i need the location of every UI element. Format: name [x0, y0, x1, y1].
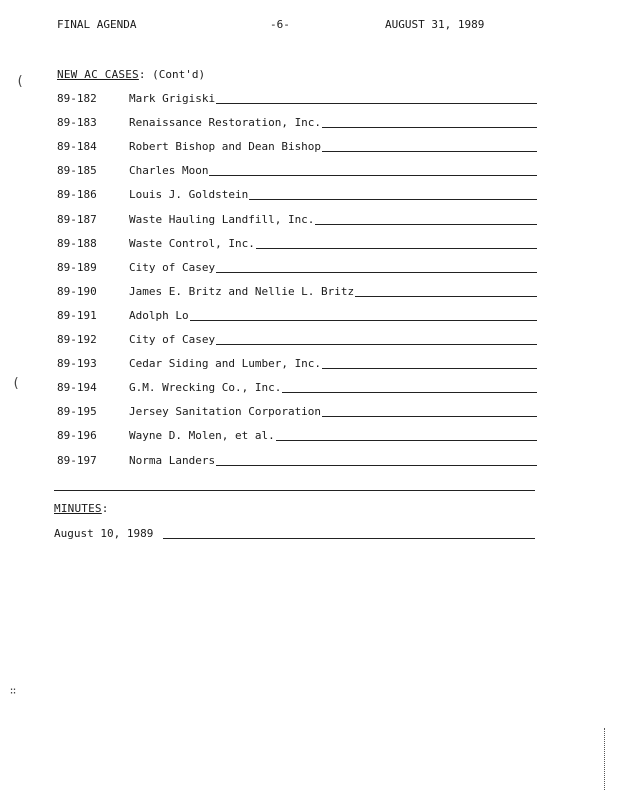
case-fill-line	[322, 127, 537, 128]
case-fill-line	[209, 175, 537, 176]
case-fill-line	[355, 296, 537, 297]
case-fill-line	[322, 368, 537, 369]
case-fill-line	[322, 151, 537, 152]
case-name: Wayne D. Molen, et al.	[129, 429, 275, 443]
case-number: 89-182	[57, 92, 97, 105]
case-number: 89-197	[57, 453, 97, 467]
case-fill-line	[249, 199, 537, 200]
case-number: 89-188	[57, 236, 97, 250]
header-title: FINAL AGENDA	[57, 18, 137, 31]
case-row	[57, 285, 537, 299]
margin-mark: ∷	[10, 686, 17, 697]
case-number: 89-191	[57, 308, 97, 322]
case-number: 89-186	[57, 188, 97, 202]
case-number: 89-183	[57, 116, 97, 130]
case-name: Renaissance Restoration, Inc.	[129, 116, 322, 130]
case-row	[57, 333, 537, 347]
case-name: Jersey Sanitation Corporation	[129, 405, 322, 419]
case-number: 89-187	[57, 212, 97, 226]
case-number: 89-189	[57, 260, 97, 274]
edge-mark	[604, 728, 605, 790]
margin-mark: (	[16, 74, 24, 89]
case-fill-line	[190, 320, 537, 321]
case-row	[57, 357, 537, 371]
case-fill-line	[256, 248, 537, 249]
case-fill-line	[282, 392, 537, 393]
case-name: Mark Grigiski	[129, 92, 216, 105]
case-name: Waste Hauling Landfill, Inc.	[129, 212, 315, 226]
case-number: 89-196	[57, 429, 97, 443]
case-fill-line	[322, 416, 537, 417]
case-number: 89-185	[57, 164, 97, 178]
case-row	[57, 164, 537, 178]
case-name: City of Casey	[129, 333, 216, 346]
case-row	[57, 188, 537, 202]
case-fill-line	[276, 440, 537, 441]
case-row	[57, 213, 537, 227]
margin-mark: (	[12, 376, 20, 391]
case-name: Robert Bishop and Dean Bishop	[129, 140, 322, 154]
case-row	[57, 454, 537, 468]
case-row	[57, 140, 537, 154]
case-name: Louis J. Goldstein	[129, 188, 249, 202]
case-name: City of Casey	[129, 260, 216, 274]
cases-section-title: NEW AC CASES	[57, 68, 139, 81]
minutes-heading	[54, 502, 108, 515]
case-row	[57, 261, 537, 275]
case-name: Norma Landers	[129, 453, 216, 467]
case-row	[57, 116, 537, 130]
minutes-title: MINUTES	[54, 502, 102, 515]
cases-section-suffix: : (Cont'd)	[138, 68, 206, 81]
case-name: Waste Control, Inc.	[129, 236, 255, 250]
case-fill-line	[315, 224, 537, 225]
case-number: 89-193	[57, 357, 97, 371]
case-row	[57, 237, 537, 251]
case-name: Cedar Siding and Lumber, Inc.	[129, 357, 322, 371]
case-row	[57, 429, 537, 443]
case-name: James E. Britz and Nellie L. Britz	[129, 284, 355, 298]
case-fill-line	[216, 103, 537, 104]
case-number: 89-190	[57, 284, 97, 298]
case-row	[57, 381, 537, 395]
section-divider	[54, 490, 535, 491]
minutes-entry: August 10, 1989	[54, 527, 154, 540]
case-name: Adolph Lo	[129, 308, 189, 322]
case-row	[57, 92, 537, 106]
case-name: G.M. Wrecking Co., Inc.	[129, 381, 282, 395]
case-name: Charles Moon	[129, 164, 209, 178]
case-fill-line	[216, 344, 537, 345]
minutes-suffix: :	[101, 502, 109, 515]
case-number: 89-194	[57, 381, 97, 395]
case-number: 89-184	[57, 140, 97, 154]
header-date: AUGUST 31, 1989	[385, 18, 485, 31]
case-row	[57, 309, 537, 323]
case-number: 89-192	[57, 333, 97, 346]
case-fill-line	[216, 272, 537, 273]
case-number: 89-195	[57, 405, 97, 419]
case-row	[57, 405, 537, 419]
case-fill-line	[216, 465, 537, 466]
page-number: -6-	[270, 18, 290, 31]
cases-section-heading	[57, 68, 205, 81]
minutes-entry-line	[163, 538, 535, 539]
